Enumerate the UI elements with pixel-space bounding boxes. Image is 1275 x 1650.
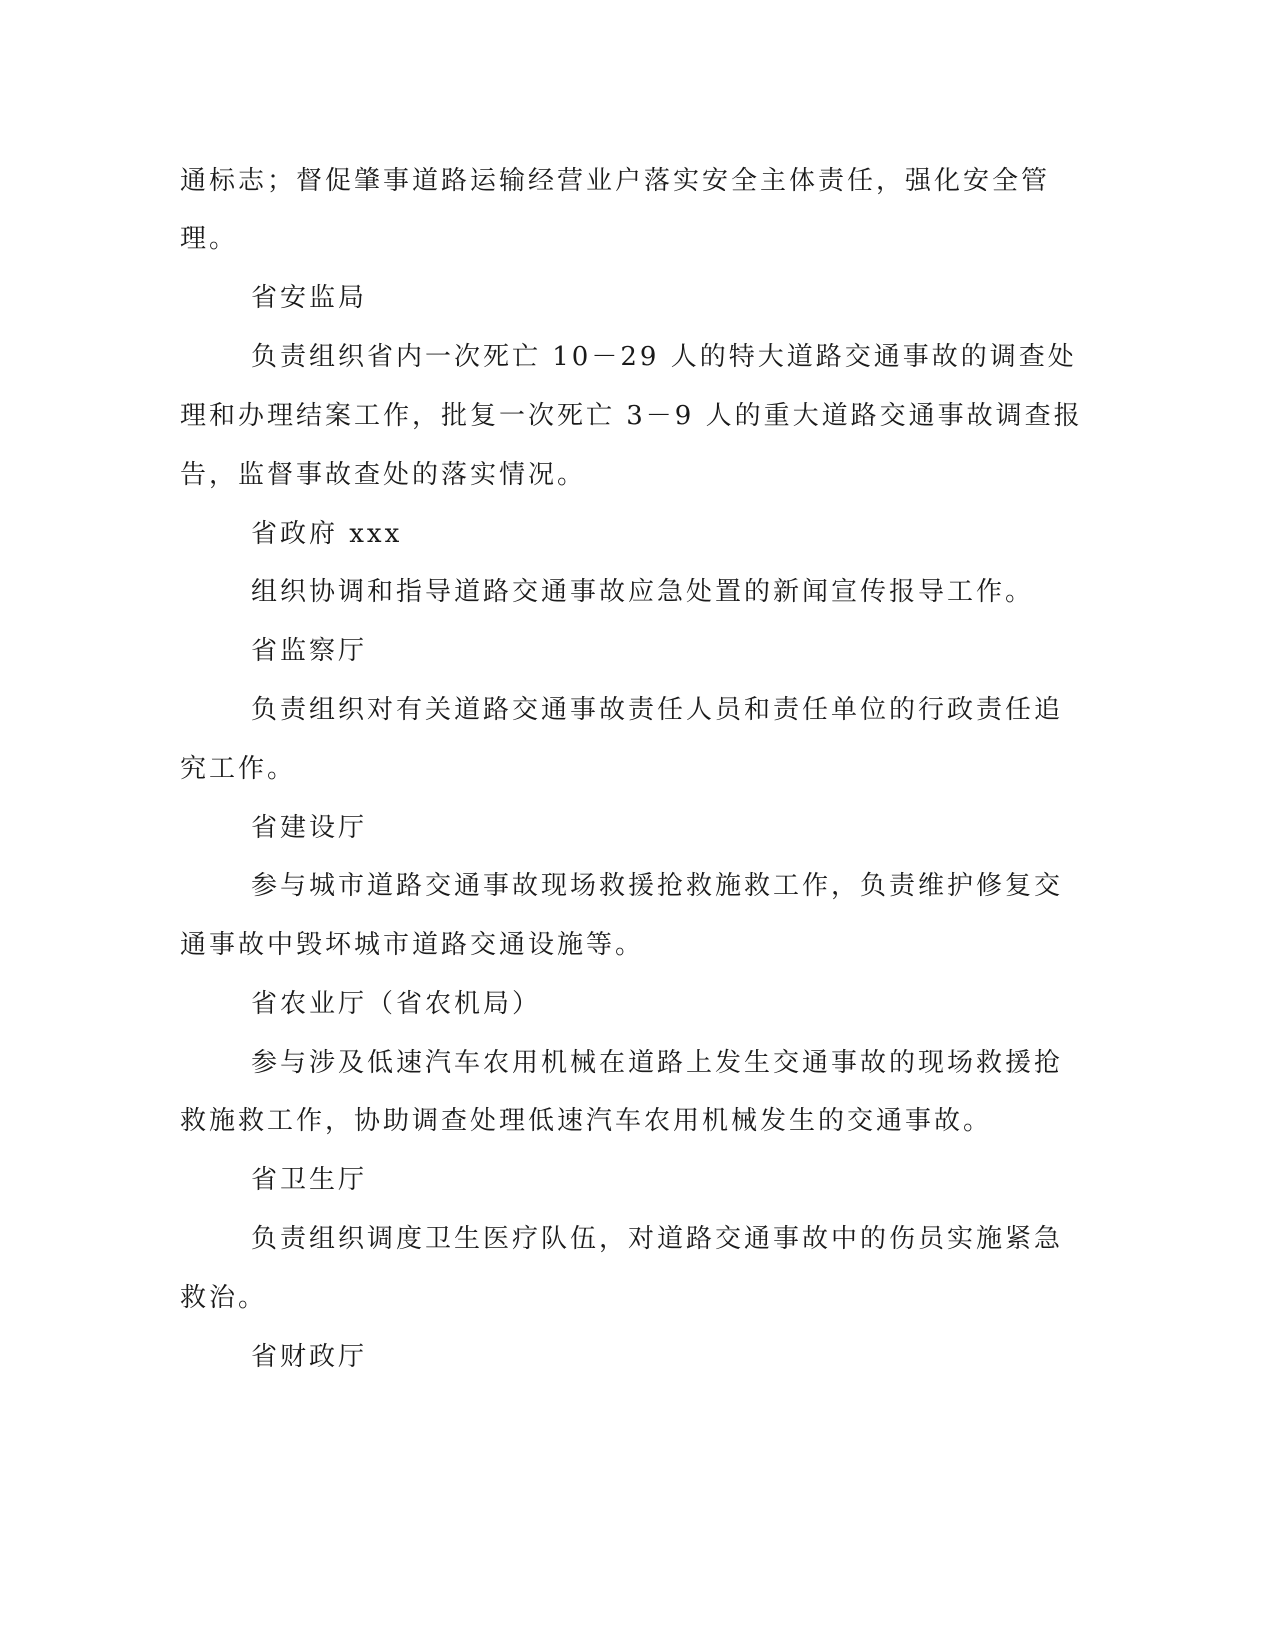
- paragraph-line: 负责组织对有关道路交通事故责任人员和责任单位的行政责任追: [251, 695, 1064, 725]
- paragraph-line: 负责组织调度卫生医疗队伍，对道路交通事故中的伤员实施紧急: [251, 1224, 1064, 1254]
- paragraph-line: 救治。: [180, 1283, 268, 1313]
- section-heading: 省建设厅: [251, 813, 368, 843]
- section-heading: 省财政厅: [251, 1342, 368, 1372]
- paragraph-line: 告，监督事故查处的落实情况。: [180, 460, 587, 490]
- section-heading: 省安监局: [251, 283, 368, 313]
- paragraph-line: 参与涉及低速汽车农用机械在道路上发生交通事故的现场救援抢: [251, 1048, 1064, 1078]
- paragraph-line: 究工作。: [180, 754, 297, 784]
- paragraph-line: 参与城市道路交通事故现场救援抢救施救工作，负责维护修复交: [251, 871, 1064, 901]
- section-heading: 省农业厅（省农机局）: [251, 989, 542, 1019]
- paragraph-line: 通标志；督促肇事道路运输经营业户落实安全主体责任，强化安全管: [180, 166, 1051, 196]
- section-heading: 省监察厅: [251, 636, 368, 666]
- section-heading: 省卫生厅: [251, 1165, 368, 1195]
- paragraph-line: 通事故中毁坏城市道路交通设施等。: [180, 930, 645, 960]
- paragraph-line: 组织协调和指导道路交通事故应急处置的新闻宣传报导工作。: [251, 577, 1035, 607]
- section-heading: 省政府 xxx: [251, 519, 403, 549]
- paragraph-line: 理和办理结案工作，批复一次死亡 3－9 人的重大道路交通事故调查报: [180, 401, 1083, 431]
- paragraph-line: 救施救工作，协助调查处理低速汽车农用机械发生的交通事故。: [180, 1106, 993, 1136]
- paragraph-line: 理。: [180, 224, 239, 254]
- paragraph-line: 负责组织省内一次死亡 10－29 人的特大道路交通事故的调查处: [251, 342, 1077, 372]
